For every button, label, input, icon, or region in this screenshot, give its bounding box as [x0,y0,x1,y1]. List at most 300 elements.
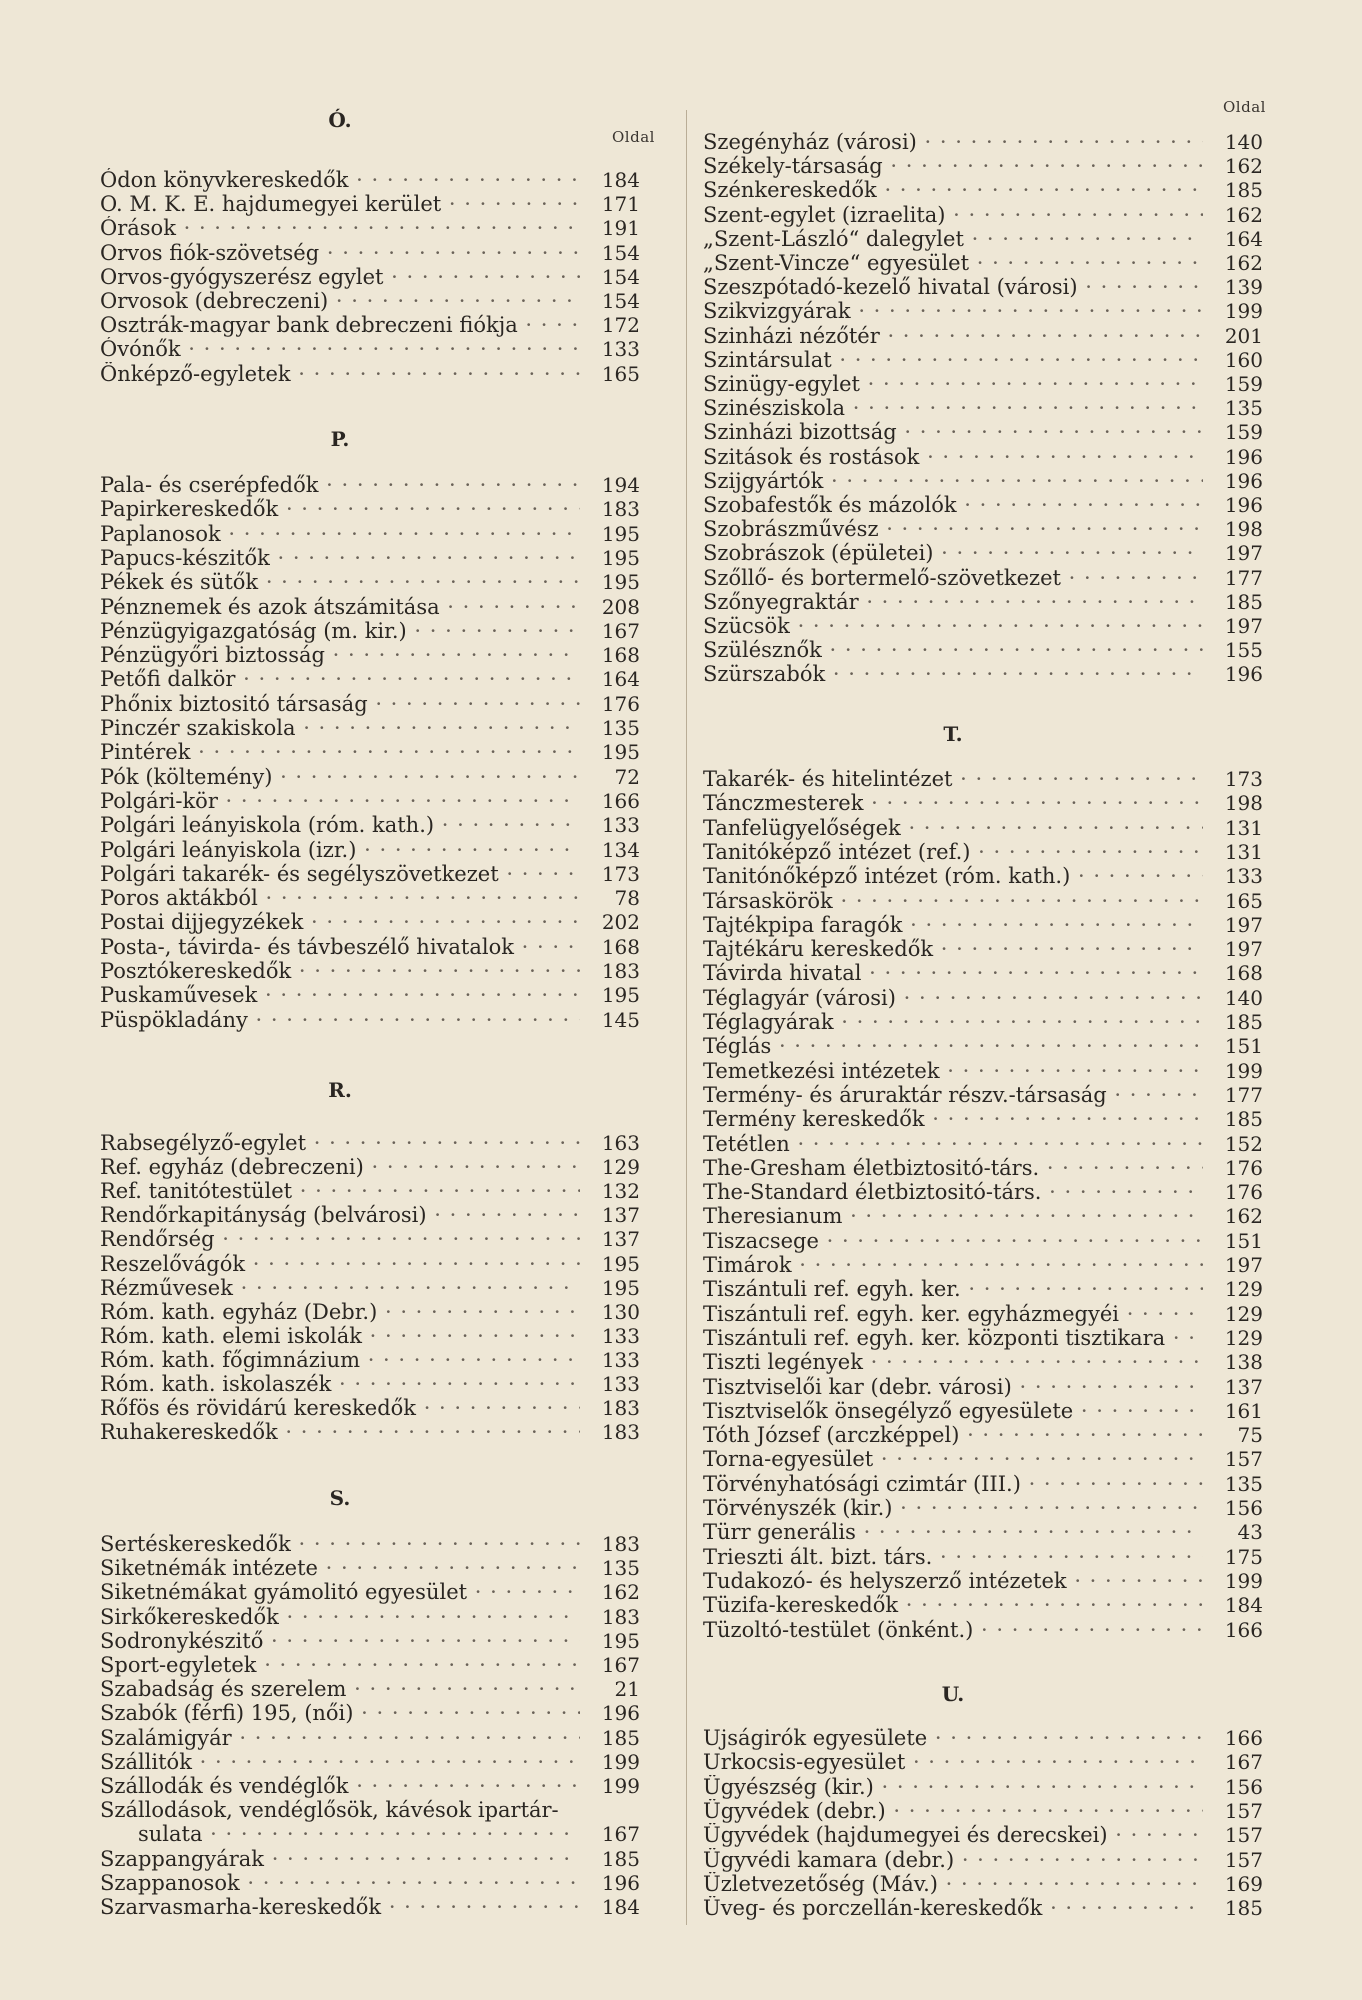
entry-name: Paplanosok · · · [100,522,580,546]
entry-name: The-Standard életbiztositó-társ. · · · [703,1180,1203,1204]
entry-name: Ügyészség (kir.) · · · [703,1775,1203,1799]
index-entry [100,1653,640,1677]
entry-name: Róm. kath. egyház (Debr.) · · · [100,1300,580,1324]
index-entry [703,396,1263,420]
index-entry [703,541,1263,565]
entry-name: Ügyvédek (hajdumegyei és derecskei) · · · [703,1823,1203,1847]
entry-page-number: 133 [601,1372,640,1396]
entry-page-number: 195 [601,570,640,595]
entry-page-number: 197 [1224,912,1263,937]
index-entry [703,1848,1263,1872]
entry-page-number: 183 [601,1604,640,1629]
entry-name: Termény- és áruraktár részv.-társaság · · · [703,1083,1203,1107]
entry-page-number: 196 [1224,444,1263,469]
entry-page-number: 157 [1224,1823,1263,1848]
index-entry [703,1593,1263,1617]
index-entry [703,1750,1263,1774]
index-entry [703,517,1263,541]
entry-page-number: 196 [1224,468,1263,493]
entry-page-number: 195 [601,1251,640,1276]
index-entry [100,1276,640,1300]
index-entry [703,1496,1263,1520]
entry-page-number: 173 [1224,767,1263,791]
index-entry [100,595,640,619]
index-entry [100,1629,640,1653]
index-entry [703,1775,1263,1799]
entry-name: Önképző-egyletek · · · [100,362,580,386]
entry-page-number: 194 [601,473,640,497]
entry-name: Polgári-kör · · · [100,789,580,813]
index-entry [703,275,1263,299]
index-entry [100,546,640,570]
index-entry [100,1155,640,1179]
entry-name: Tajtékáru kereskedők · · · [703,937,1203,961]
entry-page-number: 155 [1224,638,1263,663]
entry-page-number: 168 [601,934,640,959]
index-entry [703,840,1263,864]
entry-name: Szintársulat · · · [703,348,1203,372]
index-entry [100,1300,640,1324]
entry-name: Róm. kath. iskolaszék · · · [100,1372,580,1396]
index-entry [703,889,1263,913]
entry-page-number: 166 [601,788,640,813]
entry-page-number: 183 [601,497,640,522]
index-entry [100,716,640,740]
section-letter: S. [329,1486,351,1510]
entry-page-number: 168 [1224,961,1263,986]
entry-name: „Szent-László“ dalegylet · · · [703,227,1203,251]
entry-page-number: 197 [1224,1253,1263,1277]
entry-name: Szabók (férfi) 195, (női) · · · [100,1701,580,1725]
entry-name: Ref. tanitótestület · · · [100,1179,580,1203]
entry-page-number: 199 [1224,299,1263,324]
entry-name: Poros aktákból · · · [100,886,580,910]
entry-page-number: 173 [601,861,640,886]
index-entry [703,1569,1263,1593]
entry-page-number: 151 [1224,1228,1263,1253]
entry-name: Puskaművesek · · · [100,983,580,1007]
entry-page-number: 185 [1224,1107,1263,1132]
entry-page-number: 196 [1224,493,1263,517]
entry-name: Pók (költemény) · · · [100,765,580,789]
index-entry [100,1348,640,1372]
entry-page-number: 163 [601,1131,640,1155]
entry-name: Tiszti legények · · · [703,1350,1203,1374]
index-entry [100,1227,640,1251]
index-entry [703,913,1263,937]
entry-name: Urkocsis-egyesület · · · [703,1750,1203,1774]
entry-page-number: 184 [601,1895,640,1919]
entry-name: Orvosok (debreczeni) · · · [100,289,580,313]
index-entry [100,910,640,934]
entry-page-number: 130 [601,1299,640,1324]
entry-name: Posta-, távirda- és távbeszélő hivatalok · · · [100,935,580,959]
index-entry [100,1750,640,1774]
entry-name: O. M. K. E. hajdumegyei kerület · · · [100,192,580,216]
entry-name: Pintérek · · · [100,740,580,764]
index-entry [703,1823,1263,1847]
entry-page-number: 197 [1224,614,1263,638]
entry-page-number: 159 [1224,372,1263,396]
entry-page-number: 129 [1224,1301,1263,1326]
index-entry [100,473,640,497]
entry-name: Tajtékpipa faragók · · · [703,913,1203,937]
entry-page-number: 167 [1224,1750,1263,1775]
entry-page-number: 131 [1224,815,1263,840]
entry-page-number: 177 [1224,565,1263,590]
index-entry [703,614,1263,638]
entry-page-number: 176 [601,691,640,716]
index-entry [703,1726,1263,1750]
entry-page-number: 185 [1224,1896,1263,1921]
entry-page-number: 185 [601,1846,640,1871]
entry-name: Szikvizgyárak · · · [703,299,1203,323]
entry-page-number: 139 [1224,275,1263,300]
index-entry [100,838,640,862]
index-entry [703,1447,1263,1471]
index-entry [703,1010,1263,1034]
entry-page-number: 202 [601,910,640,935]
entry-page-number: 21 [614,1677,640,1702]
index-entry [703,1545,1263,1569]
entry-page-number: 198 [1224,791,1263,816]
entry-name: Ügyvédi kamara (debr.) · · · [703,1848,1203,1872]
entry-name: Tiszántuli ref. egyh. ker. központi tisztikara · · · [703,1326,1203,1350]
entry-name: Tanitóképző intézet (ref.) · · · [703,840,1203,864]
entry-page-number: 175 [1224,1544,1263,1569]
index-entry [703,299,1263,323]
index-entry [100,1203,640,1227]
entry-name: Postai dijjegyzékek · · · [100,910,580,934]
entry-page-number: 185 [1224,1010,1263,1034]
column-divider [686,110,687,1925]
entry-page-number: 154 [601,264,640,289]
entry-name: Szénkereskedők · · · [703,178,1203,202]
entry-page-number: 168 [601,643,640,668]
entry-page-number: 162 [1224,251,1263,275]
index-entry [703,1350,1263,1374]
entry-page-number: 164 [601,667,640,692]
entry-name: Rendőrkapitányság (belvárosi) · · · [100,1203,580,1227]
entry-page-number: 183 [601,1420,640,1445]
entry-page-number: 167 [601,618,640,643]
entry-name: Szobafestők és mázolók · · · [703,493,1203,517]
entry-page-number: 195 [601,521,640,546]
index-entry [703,1034,1263,1058]
index-entry [703,638,1263,662]
index-entry [100,959,640,983]
entry-name: Takarék- és hitelintézet · · · [703,767,1203,791]
index-entry [100,265,640,289]
index-entry [100,522,640,546]
entry-name: Törvényszék (kir.) · · · [703,1496,1203,1520]
entry-name: Pénznemek és azok átszámitása · · · [100,595,580,619]
index-entry [100,497,640,521]
index-entry [703,961,1263,985]
entry-name: Siketnémákat gyámolitó egyesület · · · [100,1580,580,1604]
index-entry [703,816,1263,840]
entry-name: Polgári leányiskola (róm. kath.) · · · [100,813,580,837]
index-entry [703,1059,1263,1083]
entry-name: Szegényház (városi) · · · [703,130,1203,154]
entry-name: Szállitók · · · [100,1750,580,1774]
index-entry [100,813,640,837]
index-entry [100,1871,640,1895]
section-letter: P. [330,427,350,451]
entry-name: Szijgyártók · · · [703,469,1203,493]
entry-name: Szőllő- és bortermelő-szövetkezet · · · [703,566,1203,590]
index-entry [703,791,1263,815]
index-entry [100,619,640,643]
index-entry [100,1532,640,1556]
entry-page-number: 185 [601,1725,640,1750]
index-entry [703,372,1263,396]
index-entry [100,1420,640,1444]
index-entry [100,740,640,764]
entry-name: Osztrák-magyar bank debreczeni fiókja · · · [100,313,580,337]
entry-name: Pala- és cserépfedők · · · [100,473,580,497]
entry-page-number: 196 [601,1701,640,1726]
index-entry [100,1179,640,1203]
entry-name: Pékek és sütők · · · [100,570,580,594]
entry-name: Pinczér szakiskola · · · [100,716,580,740]
entry-page-number: 129 [601,1155,640,1180]
entry-name: Sirkőkereskedők · · · [100,1605,580,1629]
entry-name: Timárok · · · [703,1253,1203,1277]
entry-page-number: 157 [1224,1798,1263,1823]
entry-page-number: 152 [1224,1131,1263,1156]
entry-page-number: 162 [601,1580,640,1605]
index-entry [100,983,640,1007]
index-entry [703,203,1263,227]
index-entry [703,1375,1263,1399]
entry-name: Pénzügyőri biztosság · · · [100,643,580,667]
index-entry [100,1396,640,1420]
entry-name: Tóth József (arczképpel) · · · [703,1423,1203,1447]
index-entry [703,1132,1263,1156]
index-entry [100,1895,640,1919]
entry-page-number: 199 [1224,1058,1263,1083]
entry-name: Tisztviselői kar (debr. városi) · · · [703,1375,1203,1399]
index-entry [703,1277,1263,1301]
entry-name: Tudakozó- és helyszerző intézetek · · · [703,1569,1203,1593]
entry-page-number: 198 [1224,517,1263,542]
entry-page-number: 199 [1224,1568,1263,1593]
section-letter: U. [941,1682,965,1706]
index-entry [100,1726,640,1750]
entry-page-number: 184 [1224,1593,1263,1618]
index-entry [100,1556,640,1580]
entry-page-number: 137 [1224,1374,1263,1399]
entry-name: Rendőrség · · · [100,1227,580,1251]
entry-page-number: 185 [1224,589,1263,614]
entry-page-number: 196 [1224,662,1263,687]
entry-name: Orvos fiók-szövetség · · · [100,241,580,265]
index-entry [703,1872,1263,1896]
entry-name: Róm. kath. elemi iskolák · · · [100,1324,580,1348]
index-entry [703,130,1263,154]
index-entry [703,154,1263,178]
entry-name: Tüzifa-kereskedők · · · [703,1593,1203,1617]
index-entry [703,1302,1263,1326]
entry-page-number: 129 [1224,1325,1263,1350]
index-entry [100,1324,640,1348]
entry-page-number: 165 [601,361,640,386]
entry-page-number: 195 [601,545,640,570]
entry-page-number: 201 [1224,323,1263,348]
entry-name: Tisztviselők önsegélyző egyesülete · · · [703,1399,1203,1423]
index-entry [100,692,640,716]
entry-name: Tanfelügyelőségek · · · [703,816,1203,840]
entry-name: Róm. kath. főgimnázium · · · [100,1348,580,1372]
entry-page-number: 161 [1224,1398,1263,1423]
entry-page-number: 199 [601,1749,640,1774]
entry-page-number: 133 [601,337,640,362]
entry-name: Ujságirók egyesülete · · · [703,1726,1203,1750]
entry-page-number: 135 [1224,1471,1263,1496]
entry-page-number: 164 [1224,226,1263,251]
entry-page-number: 195 [601,1628,640,1653]
index-entry [100,886,640,910]
index-entry [100,216,640,240]
entry-page-number: 145 [601,1007,640,1032]
index-entry [100,1847,640,1871]
index-entry [100,765,640,789]
entry-page-number: 191 [601,216,640,241]
index-entry [703,1326,1263,1350]
index-entry [100,789,640,813]
index-entry [100,1798,640,1822]
index-entry [703,1799,1263,1823]
entry-name: Szent-egylet (izraelita) · · · [703,203,1203,227]
index-entry [703,1399,1263,1423]
entry-page-number: 133 [601,813,640,838]
entry-name: The-Gresham életbiztositó-társ. · · · [703,1156,1203,1180]
entry-page-number: 157 [1224,1447,1263,1472]
entry-name: Rabsegélyző-egylet · · · [100,1131,580,1155]
entry-name: Papirkereskedők · · · [100,497,580,521]
entry-page-number: 166 [1224,1617,1263,1642]
entry-page-number: 133 [601,1347,640,1372]
entry-name: Termény kereskedők · · · [703,1107,1203,1131]
entry-page-number: 157 [1224,1847,1263,1872]
entry-name: Üzletvezetőség (Máv.) · · · [703,1872,1203,1896]
entry-name: Téglás · · · [703,1034,1203,1058]
entry-name: Sodronykészitő · · · [100,1629,580,1653]
index-entry [703,1204,1263,1228]
entry-page-number: 135 [601,1556,640,1581]
entry-name: Téglagyárak · · · [703,1010,1203,1034]
index-entry [703,445,1263,469]
index-entry [703,348,1263,372]
entry-name: Szülésznők · · · [703,638,1203,662]
entry-name: Szalámigyár · · · [100,1726,580,1750]
index-entry [703,1180,1263,1204]
entry-name: Trieszti ált. bizt. társ. · · · [703,1545,1203,1569]
entry-name: Polgári leányiskola (izr.) · · · [100,838,580,862]
index-entry [703,1423,1263,1447]
entry-name: Posztókereskedők · · · [100,959,580,983]
entry-page-number: 167 [601,1822,640,1847]
index-entry [100,643,640,667]
entry-name: Szobrászok (épületei) · · · [703,541,1203,565]
index-entry [100,1701,640,1725]
entry-page-number: 133 [1224,864,1263,889]
entry-page-number: 156 [1224,1774,1263,1799]
index-entry [100,313,640,337]
entry-page-number: 134 [601,837,640,862]
entry-name: Temetkezési intézetek · · · [703,1059,1203,1083]
entry-page-number: 140 [1224,985,1263,1010]
entry-page-number: 184 [601,168,640,192]
entry-name: Orvos-gyógyszerész egylet · · · [100,265,580,289]
index-entry [100,1580,640,1604]
page-column-label: Oldal [612,128,655,146]
index-entry [703,1156,1263,1180]
entry-name: Theresianum · · · [703,1204,1203,1228]
entry-page-number: 165 [1224,888,1263,913]
entry-name: Törvényhatósági czimtár (III.) · · · [703,1472,1203,1496]
entry-page-number: 197 [1224,541,1263,566]
entry-name: Szitások és rostások · · · [703,445,1203,469]
section-letter: T. [943,722,963,746]
entry-page-number: 183 [601,959,640,983]
entry-page-number: 78 [614,886,640,911]
entry-name: Phőnix biztositó társaság · · · [100,692,580,716]
index-entry [703,937,1263,961]
index-entry [703,227,1263,251]
entry-page-number: 72 [614,764,640,789]
entry-page-number: 195 [601,983,640,1008]
entry-name: Szabadság és szerelem · · · [100,1677,580,1701]
entry-name: Szücsök · · · [703,614,1203,638]
entry-page-number: 162 [1224,1204,1263,1229]
entry-name: Üveg- és porczellán-kereskedők · · · [703,1896,1203,1920]
entry-page-number: 169 [1224,1871,1263,1896]
index-entry [703,1618,1263,1642]
index-entry [703,493,1263,517]
entry-page-number: 133 [601,1323,640,1348]
entry-page-number: 162 [1224,154,1263,179]
entry-name: Szürszabók · · · [703,662,1203,686]
index-entry [703,864,1263,888]
index-entry [100,1252,640,1276]
entry-page-number: 43 [1237,1520,1263,1545]
entry-page-number: 176 [1224,1155,1263,1180]
entry-page-number: 132 [601,1179,640,1204]
entry-page-number: 197 [1224,937,1263,962]
entry-page-number: 129 [1224,1277,1263,1302]
entry-page-number: 195 [601,740,640,765]
index-entry [100,241,640,265]
index-entry [100,570,640,594]
entry-name: Szállodások, vendéglősök, kávésok ipartár- [100,1798,559,1823]
index-entry [100,1774,640,1798]
index-entry [100,1008,640,1032]
index-entry [703,662,1263,686]
entry-page-number: 151 [1224,1034,1263,1059]
entry-name: Székely-társaság · · · [703,154,1203,178]
entry-page-number: 195 [601,1275,640,1300]
index-entry [703,986,1263,1010]
index-entry [100,935,640,959]
entry-name: Sport-egyletek · · · [100,1653,580,1677]
entry-page-number: 140 [1224,130,1263,154]
entry-name: Petőfi dalkör · · · [100,667,580,691]
entry-name: Rézművesek · · · [100,1276,580,1300]
index-entry [100,192,640,216]
entry-page-number: 176 [1224,1180,1263,1205]
